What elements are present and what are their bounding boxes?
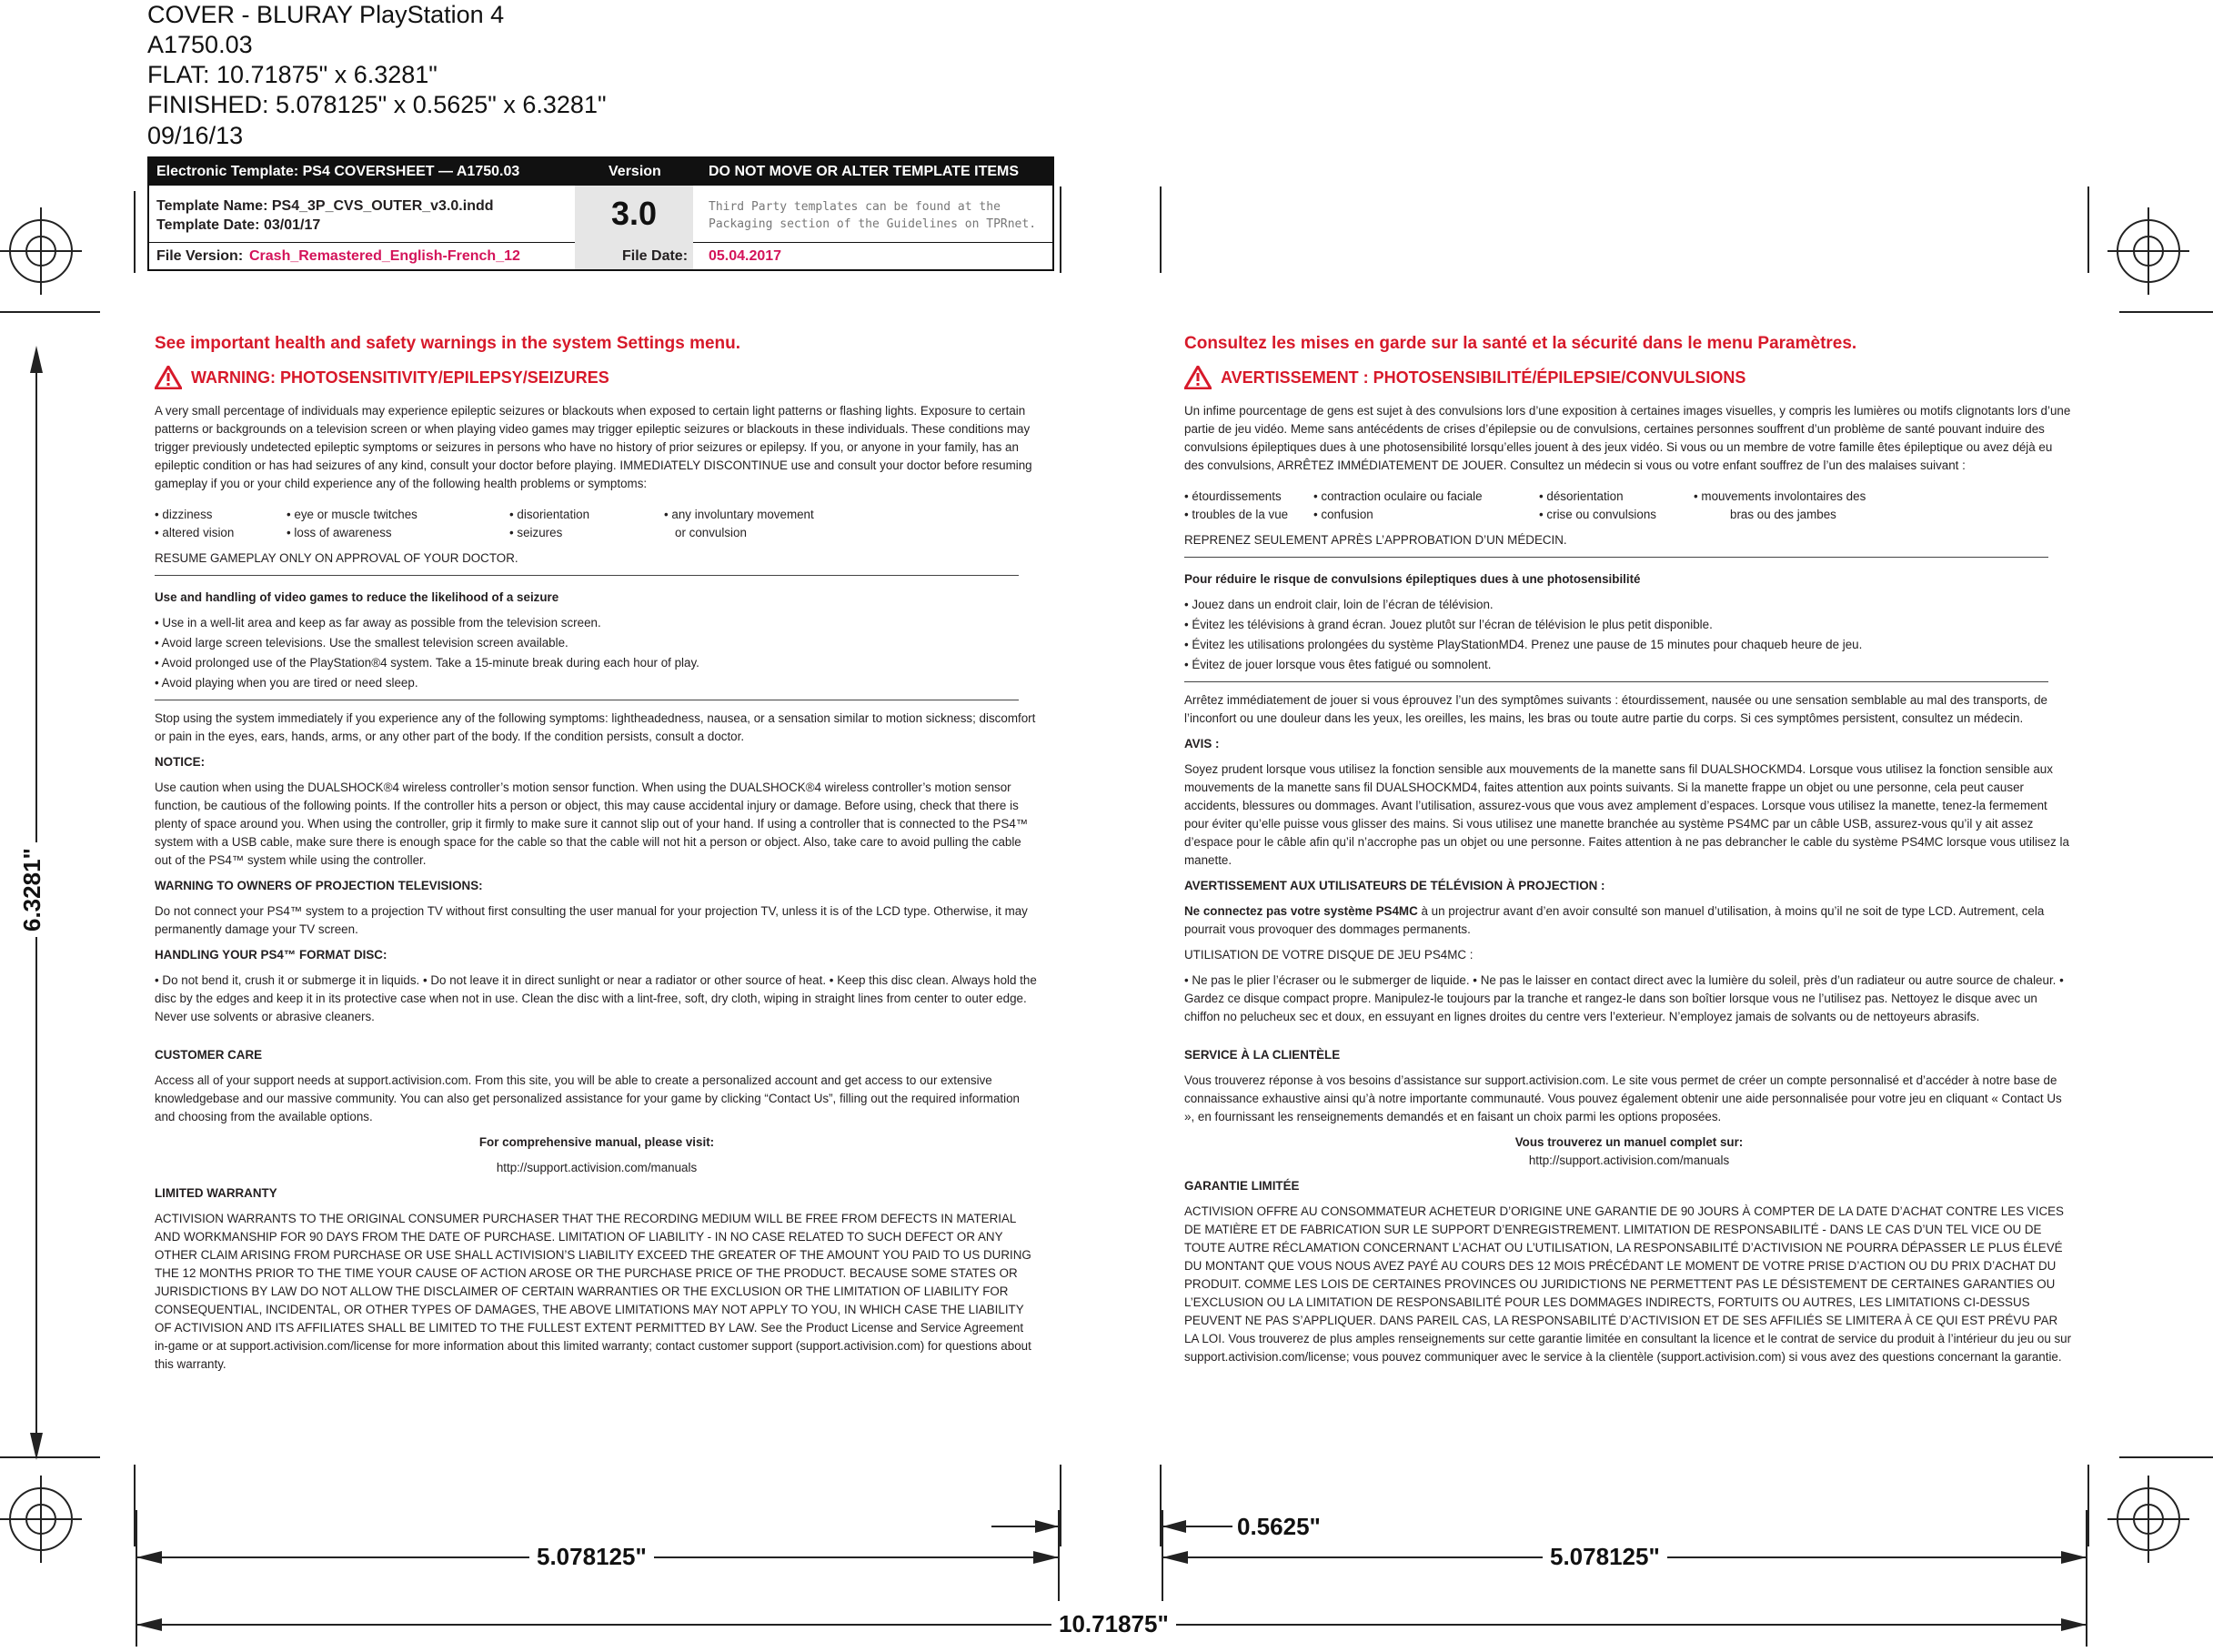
fr-projection-block: [1184, 902, 2074, 939]
en-care-heading: CUSTOMER CARE: [155, 1048, 263, 1062]
symptom: • disorientation: [509, 508, 590, 521]
header-line-finished: FINISHED: 5.078125" x 0.5625" x 6.3281": [147, 91, 607, 118]
fr-resume: REPRENEZ SEULEMENT APRÈS L’APPROBATION D’UN MÉDECIN.: [1184, 533, 1567, 547]
en-warranty-heading: LIMITED WARRANTY: [155, 1186, 277, 1200]
symptom: • eye or muscle twitches: [287, 508, 417, 521]
header-line-flat: FLAT: 10.71875" x 6.3281": [147, 61, 438, 88]
list-item: • Évitez les utilisations prolongées du système PlayStationMD4. Prenez une pause de 15 minutes pour chaqueb heure de jeu.: [1184, 638, 1863, 651]
symptom: • confusion: [1313, 508, 1373, 521]
registration-mark-icon: [2107, 1476, 2189, 1563]
file-version-value: Crash_Remastered_English-French_12: [249, 248, 520, 264]
list-item: • Avoid prolonged use of the PlayStation®4 system. Take a 15-minute break during each hour of play.: [155, 656, 699, 670]
en-use-heading: Use and handling of video games to reduce the likelihood of a seizure: [155, 590, 559, 604]
en-notice: Use caution when using the DUALSHOCK®4 wireless controller’s motion sensor function. When using the DUALSHOCK®4 wireless controller’s motion sensor function, be cautious of the following points. If the controller hits a person or object, this may cause accidental injury or damage. Before using, check that there is plenty of space around you. When using the controller, grip it firmly to make sure it cannot slip out of your hand. If using a controller that is connected to the PS4™ system with a USB cable, make sure there is enough space for the cable so that the cable will not hit a person or object. Also, take care to avoid pulling the cable out of the PS4™ system while using the controller.: [155, 781, 1029, 867]
height-dimension: 6.3281": [18, 842, 46, 937]
file-date-value: 05.04.2017: [709, 248, 782, 264]
en-manual-heading: For comprehensive manual, please visit:: [478, 1135, 715, 1149]
list-item: • Avoid playing when you are tired or need sleep.: [155, 676, 418, 690]
symptom: • étourdissements: [1184, 489, 1282, 503]
list-item: • Évitez les télévisions à grand écran. Jouez plutôt sur l’écran de télévision le plus petit disponible.: [1184, 618, 1713, 631]
fr-projection-heading: AVERTISSEMENT AUX UTILISATEURS DE TÉLÉVISION À PROJECTION :: [1184, 879, 1605, 892]
fr-manual-url[interactable]: http://support.activision.com/manuals: [1528, 1153, 1730, 1167]
symptom: or convulsion: [675, 526, 747, 539]
en-use-list: [155, 614, 1039, 692]
fr-care-heading: SERVICE À LA CLIENTÈLE: [1184, 1048, 1341, 1062]
fr-care: Vous trouverez réponse à vos besoins d’assistance sur support.activision.com. Le site vous permet de créer un compte personnalisé et d’accéder à notre base de connaissance exhaustive ainsi qu’à notre importante communauté. Vous pouvez également obtenir une aide personnalisée pour votre jeu en cliquant « Contact Us », en fournissant les renseignements demandés et en faisant un choix parmi les options proposées.: [1184, 1073, 2062, 1123]
fr-warning-heading: [1184, 366, 2074, 389]
en-stop: Stop using the system immediately if you experience any of the following symptoms: lightheadedness, nausea, or a sensation similar to motion sickness; discomfort or pain in the eyes, ears, hands, arms, or any other part of the body. If the condition persists, consult a doctor.: [155, 711, 1036, 743]
template-note: Third Party templates can be found at the Packaging section of the Guidelines on TPRnet.: [709, 200, 1037, 231]
symptom: • dizziness: [155, 508, 213, 521]
french-panel: [1184, 335, 2074, 1374]
en-warning-title: WARNING: PHOTOSENSITIVITY/EPILEPSY/SEIZURES: [191, 368, 609, 387]
symptom: • altered vision: [155, 526, 235, 539]
fr-intro: Un infime pourcentage de gens est sujet à des convulsions lors d’une exposition à certaines images visuelles, y compris les lumières ou motifs clignotants lors d’une partie de jeu vidéo. Meme sans antécédents de crises d’épilepsie ou de convulsions, certaines personnes souffrent d’un problème de santé pouvant induire des convulsions épileptiques dues à une photosensibilité lorsqu’elles jouent à des jeux vidéo. Si vous ou un membre de votre famille êtes épileptique ou avez déjà eu des convulsions, ARRÊTEZ IMMÉDIATEMENT DE JOUER. Consultez un médecin si vous ou votre enfant souffrez de l’un des malaises suivant :: [1184, 404, 2071, 472]
fr-warranty-heading: GARANTIE LIMITÉE: [1184, 1179, 1300, 1193]
en-warranty: ACTIVISION WARRANTS TO THE ORIGINAL CONSUMER PURCHASER THAT THE RECORDING MEDIUM WILL BE FREE FROM DEFECTS IN MATERIAL AND WORKMANSHIP FOR 90 DAYS FROM THE DATE OF PURCHASE. LIMITATION OF LIABILITY - IN NO CASE RELATED TO SUCH DEFECT OR ANY OTHER CLAIM ARISING FROM PURCHASE OR USE SHALL ACTIVISION’S LIABILITY EXCEED THE GREATER OF THE AMOUNT YOU PAID TO US DURING THE 12 MONTHS PRIOR TO THE TIME YOUR CAUSE OF ACTION AROSE OR THE PURCHASE PRICE OF THE PRODUCT. BECAUSE SOME STATES OR JURISDICTIONS BY LAW DO NOT ALLOW THE DISCLAIMER OF CERTAIN WARRANTIES OR THE EXCLUSION OR THE LIMITATION OF LIABILITY FOR CONSEQUENTIAL, INCIDENTAL, OR OTHER TYPES OF DAMAGES, THE ABOVE LIMITATIONS MAY NOT APPLY TO YOU, IN WHICH CASE THE LIABILITY OF ACTIVISION AND ITS AFFILIATES SHALL BE LIMITED TO THE FULLEST EXTENT PERMITTED BY LAW. See the Product License and Service Agreement in-game or at support.activision.com/license for more information about this limited warranty; contact customer support (support.activision.com) for questions about this warranty.: [155, 1212, 1031, 1371]
divider: [1184, 681, 2048, 682]
registration-mark-icon: [0, 207, 82, 295]
en-disc: • Do not bend it, crush it or submerge it in liquids. • Do not leave it in direct sunlight or near a radiator or other source of heat. • Keep this disc clean. Always hold the disc by the edges and keep it in its protective case when not in use. Clean the disc with a lint-free, soft, dry cloth, wiping in straight lines from center to outer edge. Never use solvents or abrasive cleaners.: [155, 973, 1037, 1023]
fr-use-heading: Pour réduire le risque de convulsions épileptiques dues à une photosensibilité: [1184, 572, 1641, 586]
en-projection-heading: WARNING TO OWNERS OF PROJECTION TELEVISIONS:: [155, 879, 483, 892]
symptom: • loss of awareness: [287, 526, 392, 539]
header-line-product: COVER - BLURAY PlayStation 4: [147, 1, 505, 28]
en-resume: RESUME GAMEPLAY ONLY ON APPROVAL OF YOUR DOCTOR.: [155, 551, 518, 565]
registration-mark-icon: [2107, 207, 2189, 295]
en-manual-url[interactable]: http://support.activision.com/manuals: [496, 1161, 698, 1174]
en-intro: A very small percentage of individuals may experience epileptic seizures or blackouts when exposed to certain light patterns or flashing lights. Exposure to certain patterns or backgrounds on a television screen or when playing video games may trigger epileptic seizures or blackouts in these individuals. These conditions may trigger previously undetected epileptic symptoms or seizures in persons who have no history of prior seizures or epilepsy. If you, or anyone in your family, has an epileptic condition or has had seizures of any kind, consult your doctor before playing. IMMEDIATELY DISCONTINUE use and consult your doctor before resuming gameplay if you or your child experience any of the following health problems or symptoms:: [155, 404, 1032, 490]
en-care: Access all of your support needs at support.activision.com. From this site, you will be able to create a personalized account and get access to our extensive knowledgebase and our massive community. You can also get personalized assistance for your game by clicking “Contact Us”, filling out the required information and choosing from the available options.: [155, 1073, 1020, 1123]
version-value: 3.0: [610, 195, 658, 232]
fr-disc: • Ne pas le plier l’écraser ou le submerger de liquide. • Ne pas le laisser en contact direct avec la lumière du soleil, près d’un radiateur ou autre source de chaleur. • Gardez ce disque compact propre. Manipulez-le toujours par la tranche et rangez-le dans son boîtier lorsque vous ne l’utilisez pas. Nettoyez le disque avec un chiffon no pelucheux sec et doux, en essuyant en lignes droites du centre vers l’exterieur. N’employez jamais de solvants ou de nettoyeurs abrasifs.: [1184, 973, 2064, 1023]
fr-projection-bold: Ne connectez pas votre système PS4MC: [1184, 904, 1418, 918]
en-disc-heading: HANDLING YOUR PS4™ FORMAT DISC:: [155, 948, 387, 962]
header-line-code: A1750.03: [147, 31, 253, 58]
symptom: • désorientation: [1539, 489, 1624, 503]
list-item: • Évitez de jouer lorsque vous êtes fatigué ou somnolent.: [1184, 658, 1492, 671]
warning-triangle-icon: [155, 366, 182, 389]
en-top-warning: See important health and safety warnings in the system Settings menu.: [155, 334, 741, 353]
symptom: • any involuntary movement: [664, 508, 814, 521]
list-item: • Jouez dans un endroit clair, loin de l’écran de télévision.: [1184, 598, 1494, 611]
divider: [155, 575, 1019, 576]
right-width-dimension: 5.078125": [1543, 1543, 1667, 1571]
symptom: • contraction oculaire ou faciale: [1313, 489, 1483, 503]
fr-warranty: ACTIVISION OFFRE AU CONSOMMATEUR ACHETEUR D’ORIGINE UNE GARANTIE DE 90 JOURS À COMPTER DE LA DATE D’ACHAT CONTRE LES VICES DE MATIÈRE ET DE FABRICATION SUR LE SUPPORT D’ENREGISTREMENT. LIMITATION DE RESPONSABILITÉ - DANS LE CAS D’UN TEL VICE OU DE TOUTE AUTRE RÉCLAMATION CONCERNANT L’ACHAT OU L’UTILISATION, LA RESPONSABILITÉ D’ACTIVISION NE POURRA DÉPASSER LE PLUS ÉLEVÉ DU MONTANT QUE VOUS NOUS AVEZ PAYÉ AU COURS DES 12 MOIS PRÉCÉDANT LE MOMENT DE VOTRE PRISE D’ACTION OU DU PRIX D’ACHAT DU PRODUIT. COMME LES LOIS DE CERTAINES PROVINCES OU JURIDICTIONS NE PERMETTENT PAS LE DÉSISTEMENT DE CERTAINES GARANTIES OU L’EXCLUSION OU LA LIMITATION DE RESPONSABILITÉ POUR LES DOMMAGES INDIRECTS, FORTUITS OU AUTRES, LES LIMITATIONS CI-DESSUS PEUVENT NE PAS S’APPLIQUER. DANS PAREIL CAS, LA RESPONSABILITÉ D’ACTIVISION ET DE SES AFFILIÉS SE LIMITERA À CE QUI EST PRÉVU PAR LA LOI. Vous trouverez de plus amples renseignements sur cette garantie limitée en consultant la licence et le contrat de service du produit à l’intérieur du jeu ou sur support.activision.com/license; vous pouvez communiquer avec le service à la clientèle (support.activision.com) si vous avez des questions concernant la garantie.: [1184, 1204, 2072, 1364]
fr-use-list: [1184, 596, 2074, 674]
total-width-dimension: 10.71875": [1051, 1610, 1176, 1638]
warning-triangle-icon: [1184, 366, 1212, 389]
template-title: Electronic Template: PS4 COVERSHEET — A1750.03: [156, 164, 520, 179]
fr-disc-heading: UTILISATION DE VOTRE DISQUE DE JEU PS4MC :: [1184, 948, 1474, 962]
symptom: bras ou des jambes: [1730, 508, 1836, 521]
en-symptoms: [155, 506, 1039, 542]
fr-notice: Soyez prudent lorsque vous utilisez la fonction sensible aux mouvements de la manette sans fil DUALSHOCKMD4. Lorsque vous utilisez la fonction sensible aux mouvements de la manette sans fil DUALSHOCKMD4, faites attention aux points suivants. Si la manette frappe un objet ou une personne, cela peut causer accidents, blessures ou dommages. Avant l’utilisation, assurez-vous que vous avez amplement d’espaces. Lorsque vous utilisez la manette, tenez-la fermement pour éviter qu’elle puisse vous glisser des mains. Si vous utilisez une manette branchée au système PS4MC par un câble USB, assurez-vous qu’il y ait assez d’espace pour le câble afin qu’il n’accrophe pas un objet ou une personne. Faites attention à ne pas debrancher le cable du système PS4MC lorsque vous utilisez la manette.: [1184, 762, 2069, 867]
fr-manual-heading: Vous trouverez un manuel complet sur:: [1514, 1135, 1744, 1149]
fr-projection: à un projectrur avant d’en avoir consulté son manuel d’utilisation, à moins qu’il ne soit de type LCD. Autrement, cela pourrait vous provoquer des dommages permanents.: [1184, 904, 2045, 936]
fr-top-warning: Consultez les mises en garde sur la santé et la sécurité dans le menu Paramètres.: [1184, 334, 1857, 353]
header-line-date: 09/16/13: [147, 122, 244, 149]
en-warning-heading: [155, 366, 1039, 389]
symptom: • mouvements involontaires des: [1694, 489, 1866, 503]
list-item: • Avoid large screen televisions. Use the smallest television screen available.: [155, 636, 568, 650]
english-panel: [155, 335, 1039, 1381]
fr-warning-title: AVERTISSEMENT : PHOTOSENSIBILITÉ/ÉPILEPSIE/CONVULSIONS: [1221, 368, 1746, 387]
en-notice-heading: NOTICE:: [155, 755, 206, 769]
file-version-label: File Version:: [156, 248, 244, 264]
registration-mark-icon: [0, 1476, 82, 1563]
symptom: • troubles de la vue: [1184, 508, 1289, 521]
divider: [1184, 557, 2048, 558]
list-item: • Use in a well-lit area and keep as far away as possible from the television screen.: [155, 616, 601, 630]
template-date: Template Date: 03/01/17: [156, 217, 321, 233]
symptom: • seizures: [509, 526, 563, 539]
file-date-label: File Date:: [622, 248, 689, 264]
do-not-move-label: DO NOT MOVE OR ALTER TEMPLATE ITEMS: [709, 164, 1020, 179]
fr-stop: Arrêtez immédiatement de jouer si vous éprouvez l’un des symptômes suivants : étourdissement, nausée ou une sensation semblable au mal des transports, de l’inconfort ou une douleur dans les yeux, les oreilles, les mains, les bras ou toute autre partie du corps. Si ces symptômes persistent, consultez un médecin.: [1184, 693, 2048, 725]
version-label: Version: [609, 164, 661, 179]
left-width-dimension: 5.078125": [529, 1543, 654, 1571]
en-projection: Do not connect your PS4™ system to a projection TV without first consulting the user manual for your projection TV, unless it is of the LCD type. Otherwise, it may permanently damage your TV screen.: [155, 904, 1028, 936]
symptom: • crise ou convulsions: [1539, 508, 1656, 521]
fr-symptoms: [1184, 488, 2074, 524]
spine-dimension: 0.5625": [1233, 1513, 1324, 1541]
fr-notice-heading: AVIS :: [1184, 737, 1220, 750]
template-name: Template Name: PS4_3P_CVS_OUTER_v3.0.indd: [156, 198, 494, 214]
